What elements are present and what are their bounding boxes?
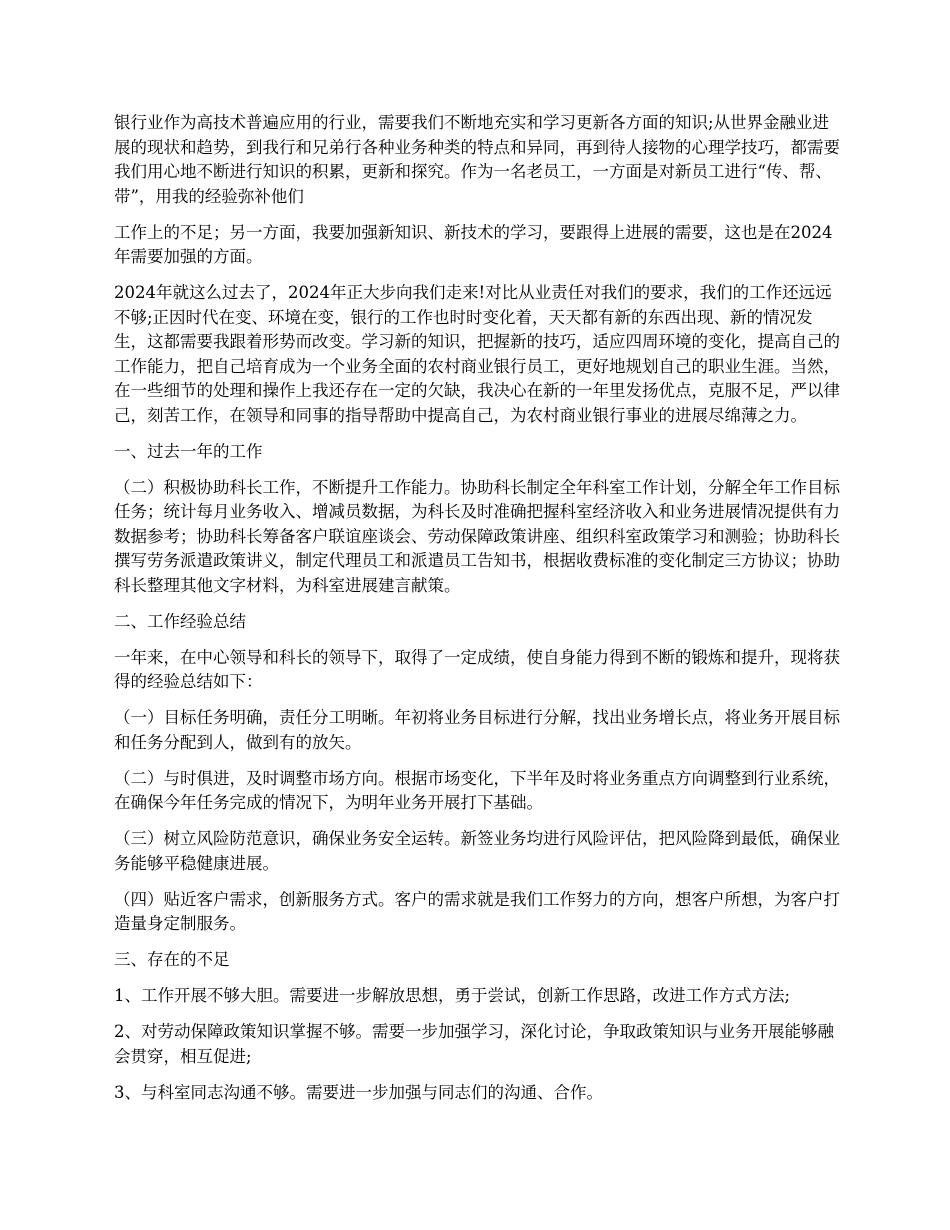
section-heading: 三、存在的不足 bbox=[114, 950, 230, 969]
list-item: 2、对劳动保障政策知识掌握不够。需要一步加强学习，深化讨论，争取政策知识与业务开展能够融会贯穿，相互促进; bbox=[114, 1022, 834, 1066]
body-paragraph: （一）目标任务明确，责任分工明晰。年初将业务目标进行分解，找出业务增长点，将业务开展目标和任务分配到人，做到有的放矢。 bbox=[114, 708, 840, 752]
body-paragraph: （三）树立风险防范意识，确保业务安全运转。新签业务均进行风险评估，把风险降到最低，确保业务能够平稳健康进展。 bbox=[114, 829, 840, 873]
body-paragraph: （四）贴近客户需求，创新服务方式。客户的需求就是我们工作努力的方向，想客户所想，为客户打造量身定制服务。 bbox=[114, 889, 840, 933]
body-paragraph: 2024年就这么过去了，2024年正大步向我们走来!对比从业责任对我们的要求，我们的工作还远远不够;正因时代在变、环境在变，银行的工作也时时变化着，天天都有新的东西出现、新的情况发生，这都需要我跟着形势而改变。学习新的知识，把握新的技巧，适应四周环境的变化，提高自己的工作能力，把自己培育成为一个业务全面的农村商业银行员工，更好地规划自己的职业生涯。当然，在一些细节的处理和操作上我还存在一定的欠缺，我决心在新的一年里发扬优点，克服不足，严以律己，刻苦工作，在领导和同事的指导帮助中提高自己，为农村商业银行事业的进展尽绵薄之力。 bbox=[114, 283, 840, 425]
body-paragraph: （二）积极协助科长工作，不断提升工作能力。协助科长制定全年科室工作计划，分解全年工作目标任务；统计每月业务收入、增减员数据，为科长及时准确把握科室经济收入和业务进展情况提供有力数据参考；协助科长筹备客户联谊座谈会、劳动保障政策讲座、组织科室政策学习和测验；协助科长撰写劳务派遣政策讲义，制定代理员工和派遣员工告知书，根据收费标准的变化制定三方协议；协助科长整理其他文字材料，为科室进展建言献策。 bbox=[114, 477, 840, 595]
section-heading: 一、过去一年的工作 bbox=[114, 441, 263, 461]
list-item: 1、工作开展不够大胆。需要进一步解放思想，勇于尝试，创新工作思路，改进工作方式方法; bbox=[114, 986, 791, 1005]
list-item: 3、与科室同志沟通不够。需要进一步加强与同志们的沟通、合作。 bbox=[114, 1082, 603, 1102]
section-heading: 二、工作经验总结 bbox=[114, 611, 246, 631]
body-paragraph: 银行业作为高技术普遍应用的行业，需要我们不断地充实和学习更新各方面的知识;从世界金融业进展的现状和趋势，到我行和兄弟行各种业务种类的特点和异同，再到待人接物的心理学技巧，都需要我们用心地不断进行知识的积累，更新和探究。作为一名老员工，一方面是对新员工进行“传、帮、带”，用我的经验弥补他们 bbox=[114, 113, 840, 206]
body-paragraph: 工作上的不足；另一方面，我要加强新知识、新技术的学习，要跟得上进展的需要，这也是在2024年需要加强的方面。 bbox=[114, 222, 833, 266]
body-paragraph: 一年来，在中心领导和科长的领导下，取得了一定成绩，使自身能力得到不断的锻炼和提升，现将获得的经验总结如下： bbox=[114, 647, 840, 691]
body-paragraph: （二）与时俱进，及时调整市场方向。根据市场变化，下半年及时将业务重点方向调整到行业系统，在确保今年任务完成的情况下，为明年业务开展打下基础。 bbox=[114, 768, 840, 812]
